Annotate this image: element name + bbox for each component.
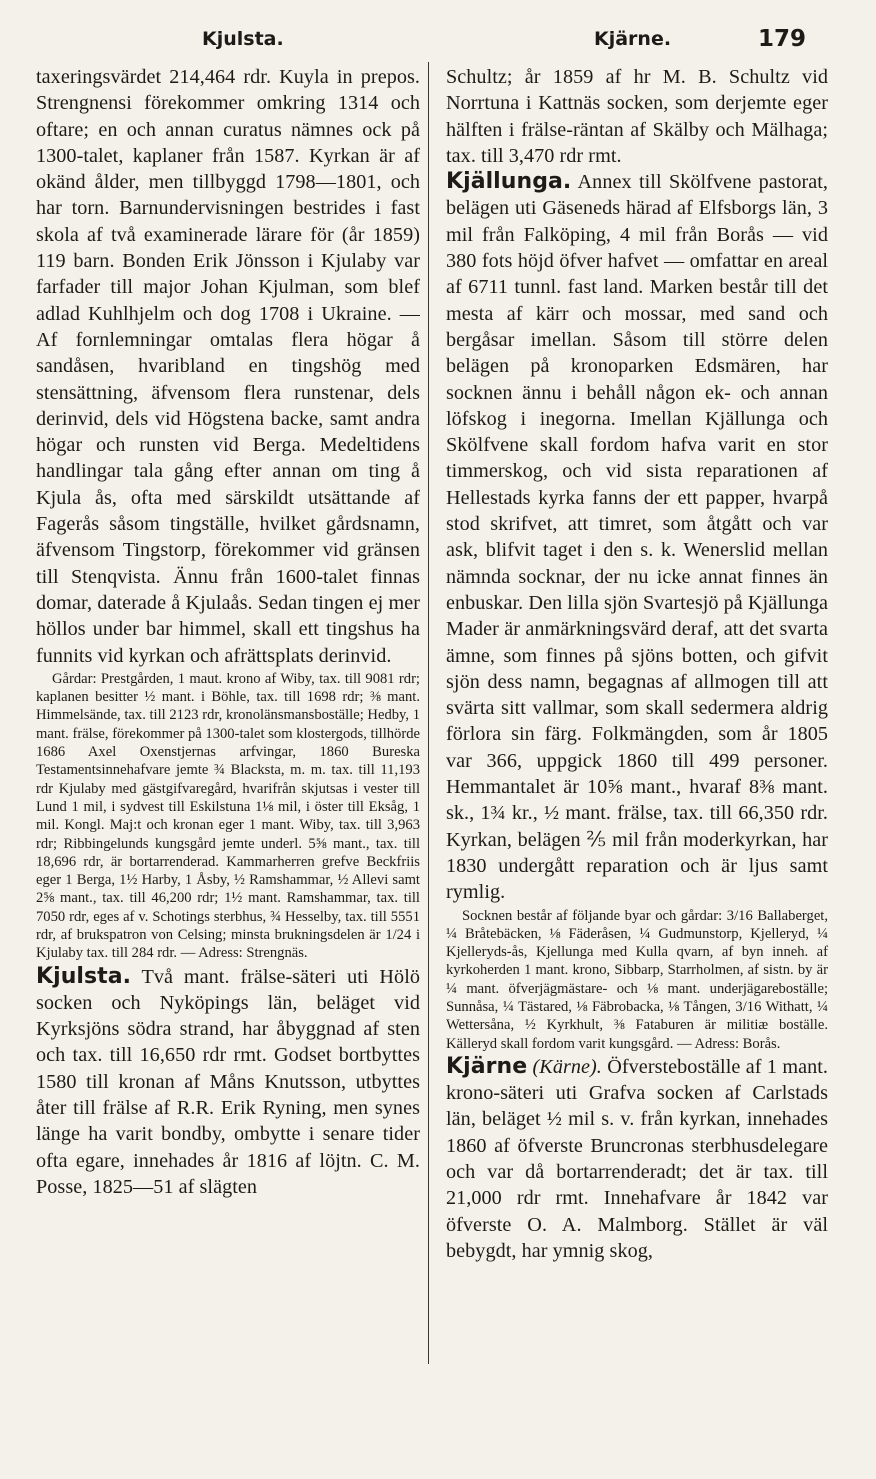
right-paragraph-1: Schultz; år 1859 af hr M. B. Schultz vid Norrtuna i Kattnäs socken, som derjemte eger hälften i frälse-räntan af Skälby och Mälhaga; tax. till 3,470 rdr rmt. [446,66,828,167]
running-head-right: Kjärne. [594,28,672,50]
page-number: 179 [758,26,807,52]
gardar-label: Gårdar: [52,670,97,687]
kjallunga-headword: Kjällunga. [446,169,572,195]
kjulsta-text: Två mant. frälse-säteri uti Hölö socken och Nyköpings län, beläget vid Kyrksjöns södra strand, har åbyggnad af sten och tax. till 16,650 rdr rmt. Godset bortbyttes 1580 till kronan af Måns Knutsson, utbyttes åter till frälse af R.R. Erik Ryning, men synes länge ha varit bondby, ombytte i senare tider ofta egare, innehades år 1816 af löjtn. C. M. Posse, 1825—51 af slägten [36,965,420,1198]
kjarne-entry [446,1054,828,1264]
column-divider [428,62,429,1364]
kjulsta-headword: Kjulsta. [36,963,132,989]
running-head [0,26,876,54]
left-paragraph-1: taxeringsvärdet 214,464 rdr. Kuyla in prepos. Strengnensi förekommer omkring 1314 och oftare; en och annan curatus nämnes ock på 1300-talet, kaplaner från 1587. Kyrkan är af okänd ålder, men tillbyggd 1798—1801, och har torn. Barnundervisningen bestrides i fast skola af två examinerade lärare för (år 1859) 119 barn. Bonden Erik Jönsson i Kjulaby var farfader till major Johan Kjulman, som blef adlad Kuhlhjelm och dog 1708 i Ukraine. — Af fornlemningar omtalas flera högar å sandåsen, hvaribland en tingshög med stensättning, äfvensom flera runstenar, dels derinvid, dels vid Högstena backe, samt andra högar och runsten vid Berga. Medeltidens handlingar tala gång efter annan om ting å Kjula ås, ofta med särskildt utsättande af Fagerås såsom tingställe, hvilket gårdsnamn, äfvensom Tingstorp, förekommer vid gränsen till Stenqvista. Ännu från 1600-talet finnas domar, daterade å Kjulaås. Sedan tingen ej mer höllos under bar himmel, skall ett tingshus ha funnits vid kyrkan och afrättsplats derinvid. [36,66,420,667]
kjarne-headword: Kjärne [446,1053,528,1079]
gardar-text: Prestgården, 1 maut. krono af Wiby, tax. till 9081 rdr; kaplanen besitter ½ mant. i Böhle, tax. till 1698 rdr; ⅜ mant. Himmelsände, tax. till 2123 rdr, kronolänsmansboställe; Hedby, 1 mant. frälse, förekommer på 1300-talet som klostergods, tillhörde 1686 Axel Oxenstjernas arfvingar, 1860 Bureska Testamentsinnehafvare jemte ¾ Blacksta, m. m. tax. till 11,193 rdr Kjulaby med gästgifvaregård, hvarifrån skjutsas i vester till Lund 1 mil, i sydvest till Eskilstuna 1⅛ mil, i öster till Eksåg, 1 mil. Kongl. Maj:t och kronan eger 1 mant. Wiby, tax. till 3,963 rdr; Ribbingelunds kungsgård jemte underl. 5⅝ mant., tax. till 18,696 rdr, är bortarrenderad. Kammarherren grefve Beckfriis eger 1 Berga, 1½ Harby, 1 Åsby, ½ Ramshammar, ½ Allevi samt 2⅝ mant., tax. till 46,200 rdr; 1½ mant. Ramshammar, tax. till 7050 rdr, eges af v. Schotings sterbhus, ¾ Hesselby, tax. till 5551 rdr, af brukspatron von Celsing; minsta brukningsdelen är 1/24 i Kjulaby tax. till 284 rdr. — Adress: Strengnäs. [36,670,420,962]
kjallunga-entry [446,169,828,905]
running-head-left: Kjulsta. [202,28,284,50]
left-column [36,64,420,1364]
kjulsta-entry [36,964,420,1201]
kjallunga-villages: Socknen består af följande byar och gårdar: 3/16 Ballaberget, ¼ Bråtebäcken, ⅛ Fäderåsen, ¼ Gudmunstorp, Kjelleryd, ¼ Kjelleryds-ås, Kjellunga med Kulla qvarn, af byn inneh. af kyrkoherden 1 mant. krono, Sibbarp, Starrholmen, af sistn. by är ¼ mant. öfverjägmästare- och ⅛ mant. underjägareboställe; Sunnåsa, ¼ Tästared, ⅛ Fäbrobacka, ⅛ Tången, 3/16 Withatt, ¼ Wettersåna, ½ Kyrkhult, ⅜ Fataburen är militiæ boställe. Källeryd skall fordom varit kungsgård. — Adress: Borås. [446,907,828,1052]
right-column [446,64,828,1364]
kjallunga-text: Annex till Skölfvene pastorat, belägen uti Gäseneds härad af Elfsborgs län, 3 mil från Falköping, 4 mil från Borås — vid 380 fots höjd öfver hafvet — omfattar en areal af 6711 tunnl. fast land. Marken består till det mesta af kärr och mossar, med sand och bergåsar imellan. Såsom till större delen belägen på kronoparken Edsmären, har socknen ännu i behåll någon ek- och annan löfskog i inegorna. Imellan Kjällunga och Skölfvene skall fordom hafva varit en stor timmerskog, och vid sista reparationen af Hellestads kyrka fanns der ett papper, hvarpå stod skrifvet, att timret, som åtgått och var ask, blifvit taget i den s. k. Wenerslid mellan nämnda socknar, der nu icke annat finnes än enbuskar. Den lilla sjön Svartesjö på Kjällunga Mader är anmärkningsvärd deraf, att det svarta ämne, som finnes på sjöns botten, och gifvit sjön dess namn, begagnas af allmogen till att svärta sitt vallmar, som skall sedermera aldrig förlora sin färg. Folkmängden, som år 1805 var 366, uppgick 1860 till 499 personer. Hemmantalet är 10⅝ mant., hvaraf 8⅜ mant. sk., 1¾ kr., ½ mant. frälse, tax. till 66,350 rdr. Kyrkan, belägen ⅖ mil från moderkyrkan, har 1830 undergått reparation och är ljus samt rymlig. [446,171,828,904]
kjarne-alt-name: (Kärne). [532,1055,602,1078]
kjarne-text: Öfversteboställe af 1 mant. krono-säteri uti Grafva socken af Carlstads län, beläget ½ mil s. v. från kyrkan, innehades 1860 af öfverste Bruncronas sterbhusdelegare och var då bortarrenderadt; det är tax. till 21,000 rdr rmt. Innehafvare år 1842 var öfverste O. A. Malmborg. Stället är väl bebygdt, har ymnig skog, [446,1055,828,1262]
gardar-entry [36,670,420,963]
